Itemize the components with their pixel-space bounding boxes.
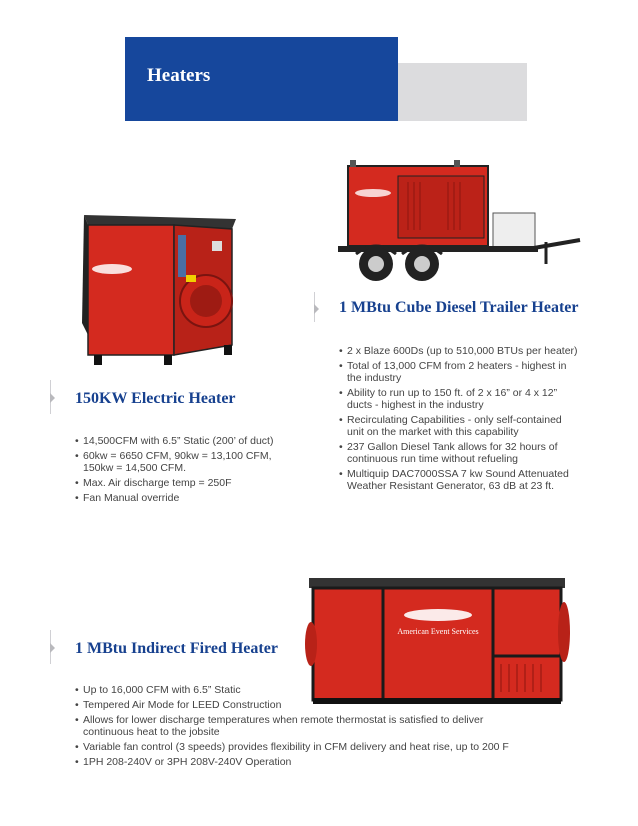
section-marker-icon	[314, 304, 319, 314]
list-item: • 237 Gallon Diesel Tank allows for 32 hours of continuous run time without refueling	[339, 441, 579, 465]
list-item: • 2 x Blaze 600Ds (up to 510,000 BTUs per heater)	[339, 345, 579, 357]
list-item: • Tempered Air Mode for LEED Construction	[75, 699, 525, 711]
header-accent-block	[398, 63, 527, 121]
brand-logo-text: American Event Services	[397, 627, 479, 636]
list-item: • Max. Air discharge temp = 250F	[75, 477, 285, 489]
trailer-heater-title: 1 MBtu Cube Diesel Trailer Heater	[339, 299, 579, 316]
electric-heater-title: 150KW Electric Heater	[75, 390, 236, 407]
page-title: Heaters	[147, 65, 211, 86]
list-item: • Recirculating Capabilities - only self-contained unit on the market with this capability	[339, 414, 579, 438]
list-item: • Fan Manual override	[75, 492, 285, 504]
header-banner	[125, 37, 398, 121]
indirect-heater-features	[75, 684, 525, 771]
trailer-heater-image	[328, 158, 586, 290]
list-item: • Ability to run up to 150 ft. of 2 x 16” or 4 x 12” ducts - highest in the industry	[339, 387, 579, 411]
list-item: • Allows for lower discharge temperatures when remote thermostat is satisfied to deliver continuous heat to the jobsite	[75, 714, 525, 738]
list-item: • Multiquip DAC7000SSA 7 kw Sound Attenuated Weather Resistant Generator, 63 dB at 23 ft.	[339, 468, 579, 492]
indirect-heater-title: 1 MBtu Indirect Fired Heater	[75, 640, 278, 657]
section-marker-icon	[50, 643, 55, 653]
section-marker-icon	[50, 393, 55, 403]
electric-heater-features	[75, 435, 285, 507]
list-item: • 60kw = 6650 CFM, 90kw = 13,100 CFM, 150kw = 14,500 CFM.	[75, 450, 285, 474]
list-item: • Up to 16,000 CFM with 6.5” Static	[75, 684, 525, 696]
list-item: • Variable fan control (3 speeds) provides flexibility in CFM delivery and heat rise, up to 200 F	[75, 741, 525, 753]
trailer-heater-features	[339, 345, 579, 495]
list-item: • Total of 13,000 CFM from 2 heaters - highest in the industry	[339, 360, 579, 384]
list-item: • 14,500CFM with 6.5” Static (200’ of duct)	[75, 435, 285, 447]
electric-heater-image	[78, 205, 243, 370]
list-item: • 1PH 208-240V or 3PH 208V-240V Operation	[75, 756, 525, 768]
